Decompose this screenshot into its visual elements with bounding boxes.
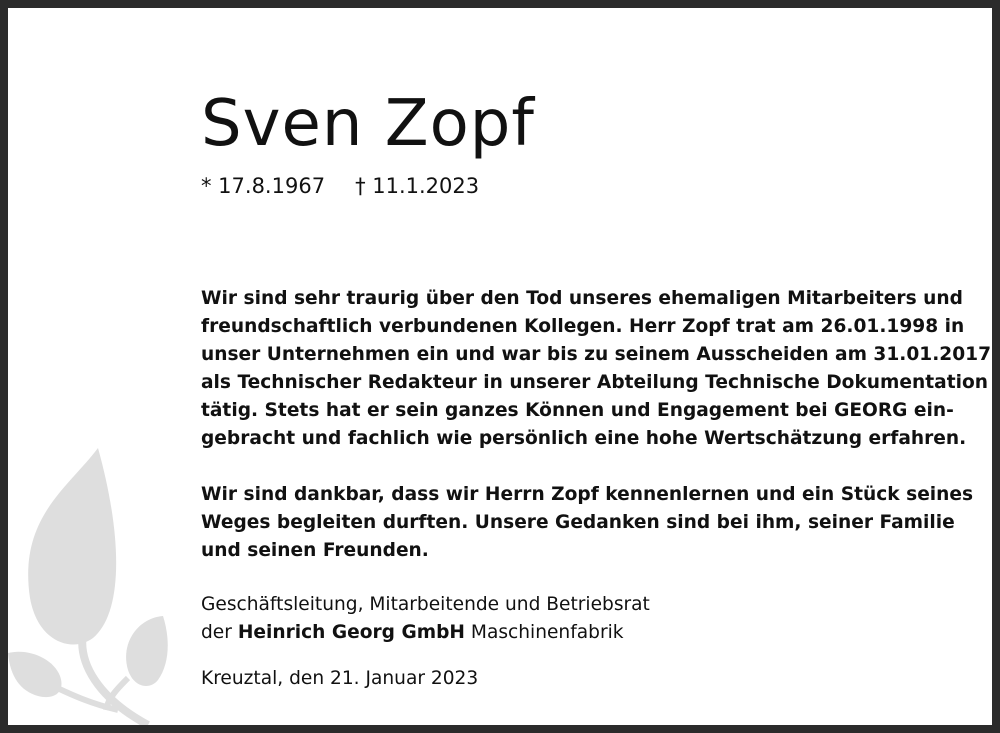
paragraph-line: Wir sind dankbar, dass wir Herrn Zopf kennenlernen und ein Stück seines bbox=[201, 484, 974, 505]
obituary-card bbox=[8, 8, 992, 725]
paragraph-line: Weges begleiten durften. Unsere Gedanken sind bei ihm, seiner Familie bbox=[201, 512, 955, 533]
signature-line-2 bbox=[201, 619, 650, 647]
paragraph-line: freundschaftlich verbundenen Kollegen. Herr Zopf trat am 26.01.1998 in bbox=[201, 316, 965, 337]
life-dates bbox=[201, 171, 479, 201]
place-date: Kreuztal, den 21. Januar 2023 bbox=[201, 668, 479, 689]
deceased-name: Sven Zopf bbox=[201, 87, 535, 161]
signature-suffix: Maschinenfabrik bbox=[470, 622, 624, 643]
paragraph-line: unser Unternehmen ein und war bis zu seinem Ausscheiden am 31.01.2017 bbox=[201, 344, 992, 365]
paragraph-line: gebracht und fachlich wie persönlich eine hohe Wertschätzung erfahren. bbox=[201, 428, 967, 449]
death-date: † 11.1.2023 bbox=[355, 174, 480, 198]
paragraph-line: und seinen Freunden. bbox=[201, 540, 429, 561]
leaf-branch-icon bbox=[8, 448, 208, 725]
signature-block bbox=[201, 591, 650, 647]
paragraph-line: tätig. Stets hat er sein ganzes Können und Engagement bei GEORG ein- bbox=[201, 400, 954, 421]
company-name: Heinrich Georg GmbH bbox=[237, 622, 465, 643]
signature-line-1: Geschäftsleitung, Mitarbeitende und Betriebsrat bbox=[201, 594, 650, 615]
paragraph-line: als Technischer Redakteur in unserer Abteilung Technische Dokumentation bbox=[201, 372, 988, 393]
paragraph-line: Wir sind sehr traurig über den Tod unseres ehemaligen Mitarbeiters und bbox=[201, 288, 963, 309]
signature-prefix: der bbox=[201, 622, 232, 643]
birth-date: * 17.8.1967 bbox=[201, 174, 326, 198]
gratitude-paragraph bbox=[201, 481, 973, 565]
tribute-paragraph bbox=[201, 285, 991, 453]
